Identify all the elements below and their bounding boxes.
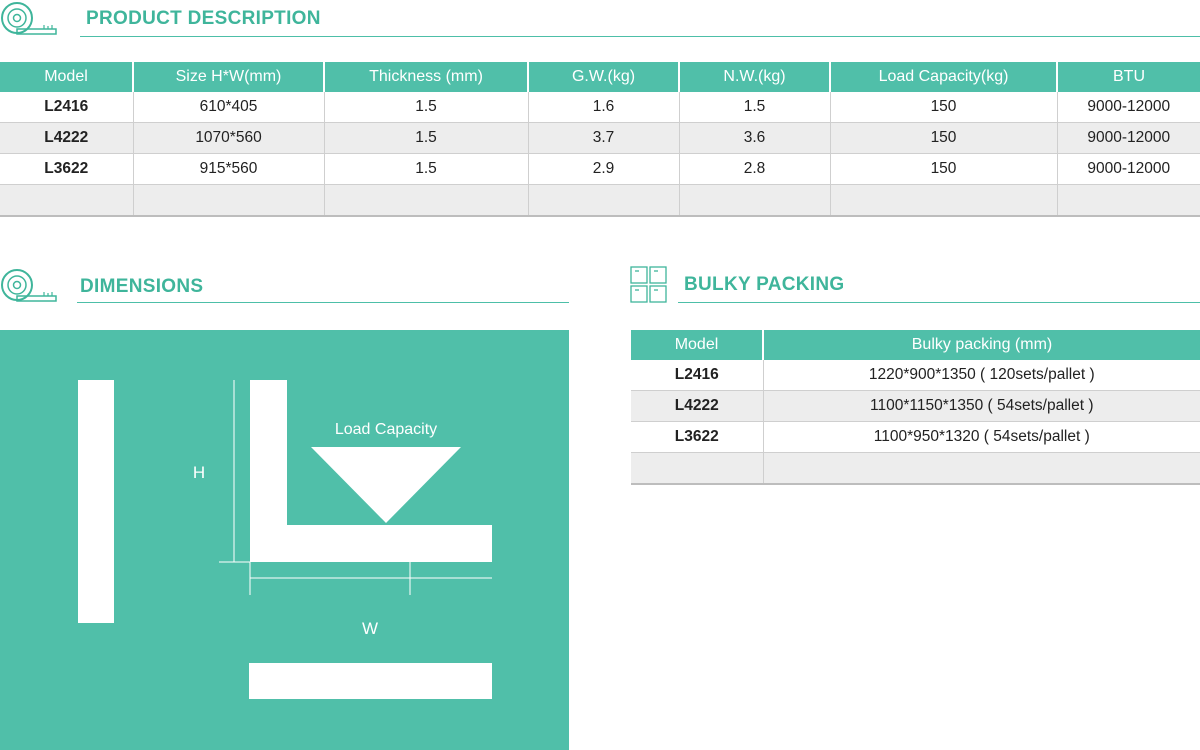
table-header-row xyxy=(0,62,1200,92)
table-cell: 1100*950*1320 ( 54sets/pallet ) xyxy=(763,422,1200,453)
table-cell: 1.6 xyxy=(528,92,679,123)
table-cell-model: L4222 xyxy=(631,391,763,422)
table-cell: 150 xyxy=(830,123,1057,154)
bracket-horizontal-arm xyxy=(250,525,492,562)
bulky-packing-title: BULKY PACKING xyxy=(684,274,845,295)
table-cell-model: L3622 xyxy=(0,154,133,185)
table-row xyxy=(631,391,1200,422)
table-cell: 9000-12000 xyxy=(1057,92,1200,123)
table-cell xyxy=(528,185,679,217)
bracket-side-view xyxy=(78,380,114,623)
table-cell-model: L3622 xyxy=(631,422,763,453)
table-cell: 3.7 xyxy=(528,123,679,154)
column-header: Bulky packing (mm) xyxy=(763,330,1200,360)
table-cell-model: L2416 xyxy=(631,360,763,391)
table-cell xyxy=(1057,185,1200,217)
table-cell xyxy=(0,185,133,217)
table-row-empty xyxy=(0,185,1200,217)
table-cell xyxy=(679,185,830,217)
product-description-rule xyxy=(80,36,1200,37)
load-capacity-label: Load Capacity xyxy=(334,421,438,438)
table-cell: 1070*560 xyxy=(133,123,324,154)
column-header: Model xyxy=(631,330,763,360)
table-cell xyxy=(830,185,1057,217)
table-cell xyxy=(763,453,1200,485)
dimensions-diagram xyxy=(0,330,569,750)
column-header: N.W.(kg) xyxy=(679,62,830,92)
table-cell-model: L2416 xyxy=(0,92,133,123)
table-cell-model: L4222 xyxy=(0,123,133,154)
table-cell: 915*560 xyxy=(133,154,324,185)
table-cell: 610*405 xyxy=(133,92,324,123)
h-label: H xyxy=(192,463,206,482)
column-header: G.W.(kg) xyxy=(528,62,679,92)
tape-measure-icon xyxy=(0,268,58,309)
table-cell: 150 xyxy=(830,154,1057,185)
bulky-packing-table xyxy=(631,330,1200,485)
product-description-table xyxy=(0,62,1200,217)
bracket-top-view xyxy=(249,663,492,699)
table-cell: 2.9 xyxy=(528,154,679,185)
dimensions-title: DIMENSIONS xyxy=(80,276,204,297)
table-header-row xyxy=(631,330,1200,360)
column-header: Thickness (mm) xyxy=(324,62,528,92)
load-arrow-icon xyxy=(311,447,461,523)
table-cell: 1220*900*1350 ( 120sets/pallet ) xyxy=(763,360,1200,391)
w-label: W xyxy=(361,619,379,638)
dimensions-rule xyxy=(77,302,569,303)
table-cell: 2.8 xyxy=(679,154,830,185)
table-cell: 1.5 xyxy=(324,92,528,123)
table-cell: 1.5 xyxy=(324,123,528,154)
table-cell: 150 xyxy=(830,92,1057,123)
table-cell: 1.5 xyxy=(324,154,528,185)
table-cell: 9000-12000 xyxy=(1057,123,1200,154)
table-cell: 1100*1150*1350 ( 54sets/pallet ) xyxy=(763,391,1200,422)
table-cell xyxy=(631,453,763,485)
column-header: Size H*W(mm) xyxy=(133,62,324,92)
table-row-empty xyxy=(631,453,1200,485)
table-row xyxy=(0,92,1200,123)
table-cell: 1.5 xyxy=(679,92,830,123)
tape-measure-icon xyxy=(0,1,58,42)
product-description-title: PRODUCT DESCRIPTION xyxy=(86,8,321,29)
table-cell: 9000-12000 xyxy=(1057,154,1200,185)
table-row xyxy=(631,422,1200,453)
column-header: Load Capacity(kg) xyxy=(830,62,1057,92)
table-cell: 3.6 xyxy=(679,123,830,154)
table-row xyxy=(0,154,1200,185)
column-header: Model xyxy=(0,62,133,92)
table-row xyxy=(0,123,1200,154)
column-header: BTU xyxy=(1057,62,1200,92)
table-row xyxy=(631,360,1200,391)
table-cell xyxy=(324,185,528,217)
boxes-icon xyxy=(630,266,668,309)
bulky-packing-rule xyxy=(678,302,1200,303)
table-cell xyxy=(133,185,324,217)
